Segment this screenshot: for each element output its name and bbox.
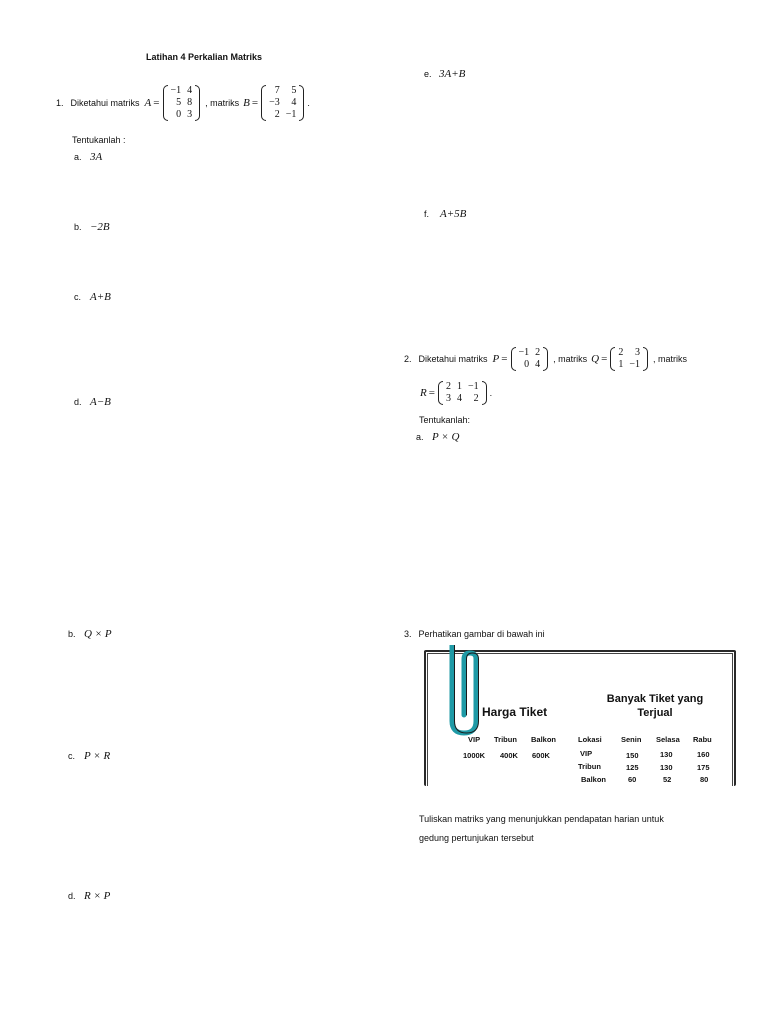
matrix-q-name: Q xyxy=(591,353,600,365)
matrix-cell: −3 xyxy=(269,97,280,108)
matrix-cell: 2 xyxy=(535,347,541,358)
question-2-cont: R = 2 1 −1 3 4 2 . xyxy=(420,381,493,404)
question-number: 2. xyxy=(404,354,412,364)
matrix-cell: −1 xyxy=(629,359,640,370)
matrix-r xyxy=(438,381,487,405)
q3-instruction-line2: gedung pertunjukan tersebut xyxy=(419,833,534,843)
part-expression: 3A+B xyxy=(439,68,466,80)
price-value: 600K xyxy=(532,751,550,760)
matrix-cell: −1 xyxy=(467,381,479,392)
q1-part-e xyxy=(424,68,465,80)
question-intro: Perhatikan gambar di bawah ini xyxy=(418,629,545,639)
matrix-q xyxy=(610,347,648,371)
page-title: Latihan 4 Perkalian Matriks xyxy=(146,52,263,62)
matrix-p xyxy=(511,347,549,371)
q1-part-a xyxy=(74,151,102,163)
matrix-p-name: P xyxy=(492,353,500,365)
matrix-a-name: A xyxy=(144,97,152,109)
sold-cell: 125 xyxy=(626,763,639,772)
part-expression: A−B xyxy=(90,396,111,408)
q1-part-d xyxy=(74,396,111,408)
matrix-cell: 4 xyxy=(535,359,541,370)
matrix-cell: 5 xyxy=(291,85,297,96)
paperclip-icon xyxy=(444,645,480,737)
matrix-cell: 3 xyxy=(445,393,451,404)
matrix-cell: 3 xyxy=(634,347,640,358)
q2-part-b xyxy=(68,628,112,640)
q2-part-d xyxy=(68,890,110,902)
matrix-r-name: R xyxy=(420,387,427,399)
sold-cell: 60 xyxy=(628,775,637,784)
part-expression: Q × P xyxy=(84,628,112,640)
price-header: Balkon xyxy=(531,735,557,744)
matrix-cell: 3 xyxy=(187,109,193,120)
sold-cell: 175 xyxy=(697,763,710,772)
q1-tentukan: Tentukanlah : xyxy=(72,135,126,145)
matrix-cell: 2 xyxy=(445,381,451,392)
q3-instruction-line1: Tuliskan matriks yang menunjukkan pendapatan harian untuk xyxy=(419,814,664,824)
question-2: 2. Diketahui matriks P = −1 2 0 4 , matriks Q = 2 3 1 −1 , matriks xyxy=(404,347,687,370)
matrix-cell: −1 xyxy=(518,347,530,358)
q1-part-f xyxy=(424,208,466,220)
sold-title: Banyak Tiket yang Terjual xyxy=(606,693,704,719)
part-label: a. xyxy=(74,152,82,162)
matrix-cell: 5 xyxy=(176,97,182,108)
matrix-cell: 1 xyxy=(618,359,624,370)
q2-tentukan: Tentukanlah: xyxy=(419,415,471,425)
part-label: b. xyxy=(74,222,82,232)
q2-part-c xyxy=(68,750,110,762)
matrix-cell: 7 xyxy=(274,85,280,96)
matrix-cell: 4 xyxy=(187,85,193,96)
sold-cell: 80 xyxy=(700,775,709,784)
part-label: e. xyxy=(424,69,432,79)
matrix-separator: , matriks xyxy=(652,354,687,364)
sold-header: Lokasi xyxy=(578,735,602,744)
question-intro: Diketahui matriks xyxy=(70,98,140,108)
sold-row-label: VIP xyxy=(580,749,593,758)
part-label: c. xyxy=(74,292,82,302)
matrix-b xyxy=(261,85,304,121)
part-expression: P × Q xyxy=(432,431,460,443)
matrix-cell: −1 xyxy=(170,85,182,96)
matrix-cell: 0 xyxy=(176,109,182,120)
matrix-cell: 0 xyxy=(524,359,530,370)
matrix-cell: 1 xyxy=(456,381,462,392)
matrix-cell: 2 xyxy=(473,393,479,404)
sold-cell: 160 xyxy=(697,750,710,759)
price-header: VIP xyxy=(468,735,481,744)
part-label: d. xyxy=(68,891,76,901)
sold-row-label: Balkon xyxy=(581,775,607,784)
sold-row-label: Tribun xyxy=(578,762,601,771)
sold-cell: 150 xyxy=(626,751,639,760)
sold-cell: 52 xyxy=(663,775,672,784)
question-3 xyxy=(404,629,545,639)
matrix-separator: , matriks xyxy=(205,98,240,108)
part-expression: 3A xyxy=(90,151,103,163)
question-number: 3. xyxy=(404,629,412,639)
ticket-image xyxy=(420,645,736,787)
part-expression: −2B xyxy=(90,221,110,233)
q1-part-c xyxy=(74,291,111,303)
sold-cell: 130 xyxy=(660,750,673,759)
part-label: a. xyxy=(416,432,424,442)
sold-header: Rabu xyxy=(693,735,712,744)
question-1: 1. Diketahui matriks A = −1 4 5 8 0 3 , matriks B = 7 5 −3 4 2 −1 . xyxy=(56,85,310,120)
matrix-cell: 2 xyxy=(618,347,624,358)
sold-header: Senin xyxy=(621,735,642,744)
part-label: c. xyxy=(68,751,76,761)
question-number: 1. xyxy=(56,98,64,108)
question-intro: Diketahui matriks xyxy=(418,354,488,364)
matrix-separator: , matriks xyxy=(553,354,588,364)
part-expression: A+5B xyxy=(440,208,467,220)
matrix-cell: 4 xyxy=(291,97,297,108)
price-value: 1000K xyxy=(463,751,486,760)
price-title: Harga Tiket xyxy=(482,705,548,719)
matrix-cell: 8 xyxy=(187,97,193,108)
part-expression: A+B xyxy=(90,291,111,303)
q2-part-a xyxy=(416,431,459,443)
price-value: 400K xyxy=(500,751,518,760)
matrix-cell: 2 xyxy=(274,109,280,120)
part-label: f. xyxy=(424,209,430,219)
matrix-cell: −1 xyxy=(285,109,297,120)
part-label: b. xyxy=(68,629,76,639)
price-header: Tribun xyxy=(494,735,517,744)
part-label: d. xyxy=(74,397,82,407)
matrix-a xyxy=(163,85,201,121)
matrix-b-name: B xyxy=(243,97,250,109)
matrix-cell: 4 xyxy=(456,393,462,404)
part-expression: R × P xyxy=(84,890,111,902)
sold-header: Selasa xyxy=(656,735,680,744)
sold-cell: 130 xyxy=(660,763,673,772)
part-expression: P × R xyxy=(84,750,111,762)
q1-part-b xyxy=(74,221,110,233)
